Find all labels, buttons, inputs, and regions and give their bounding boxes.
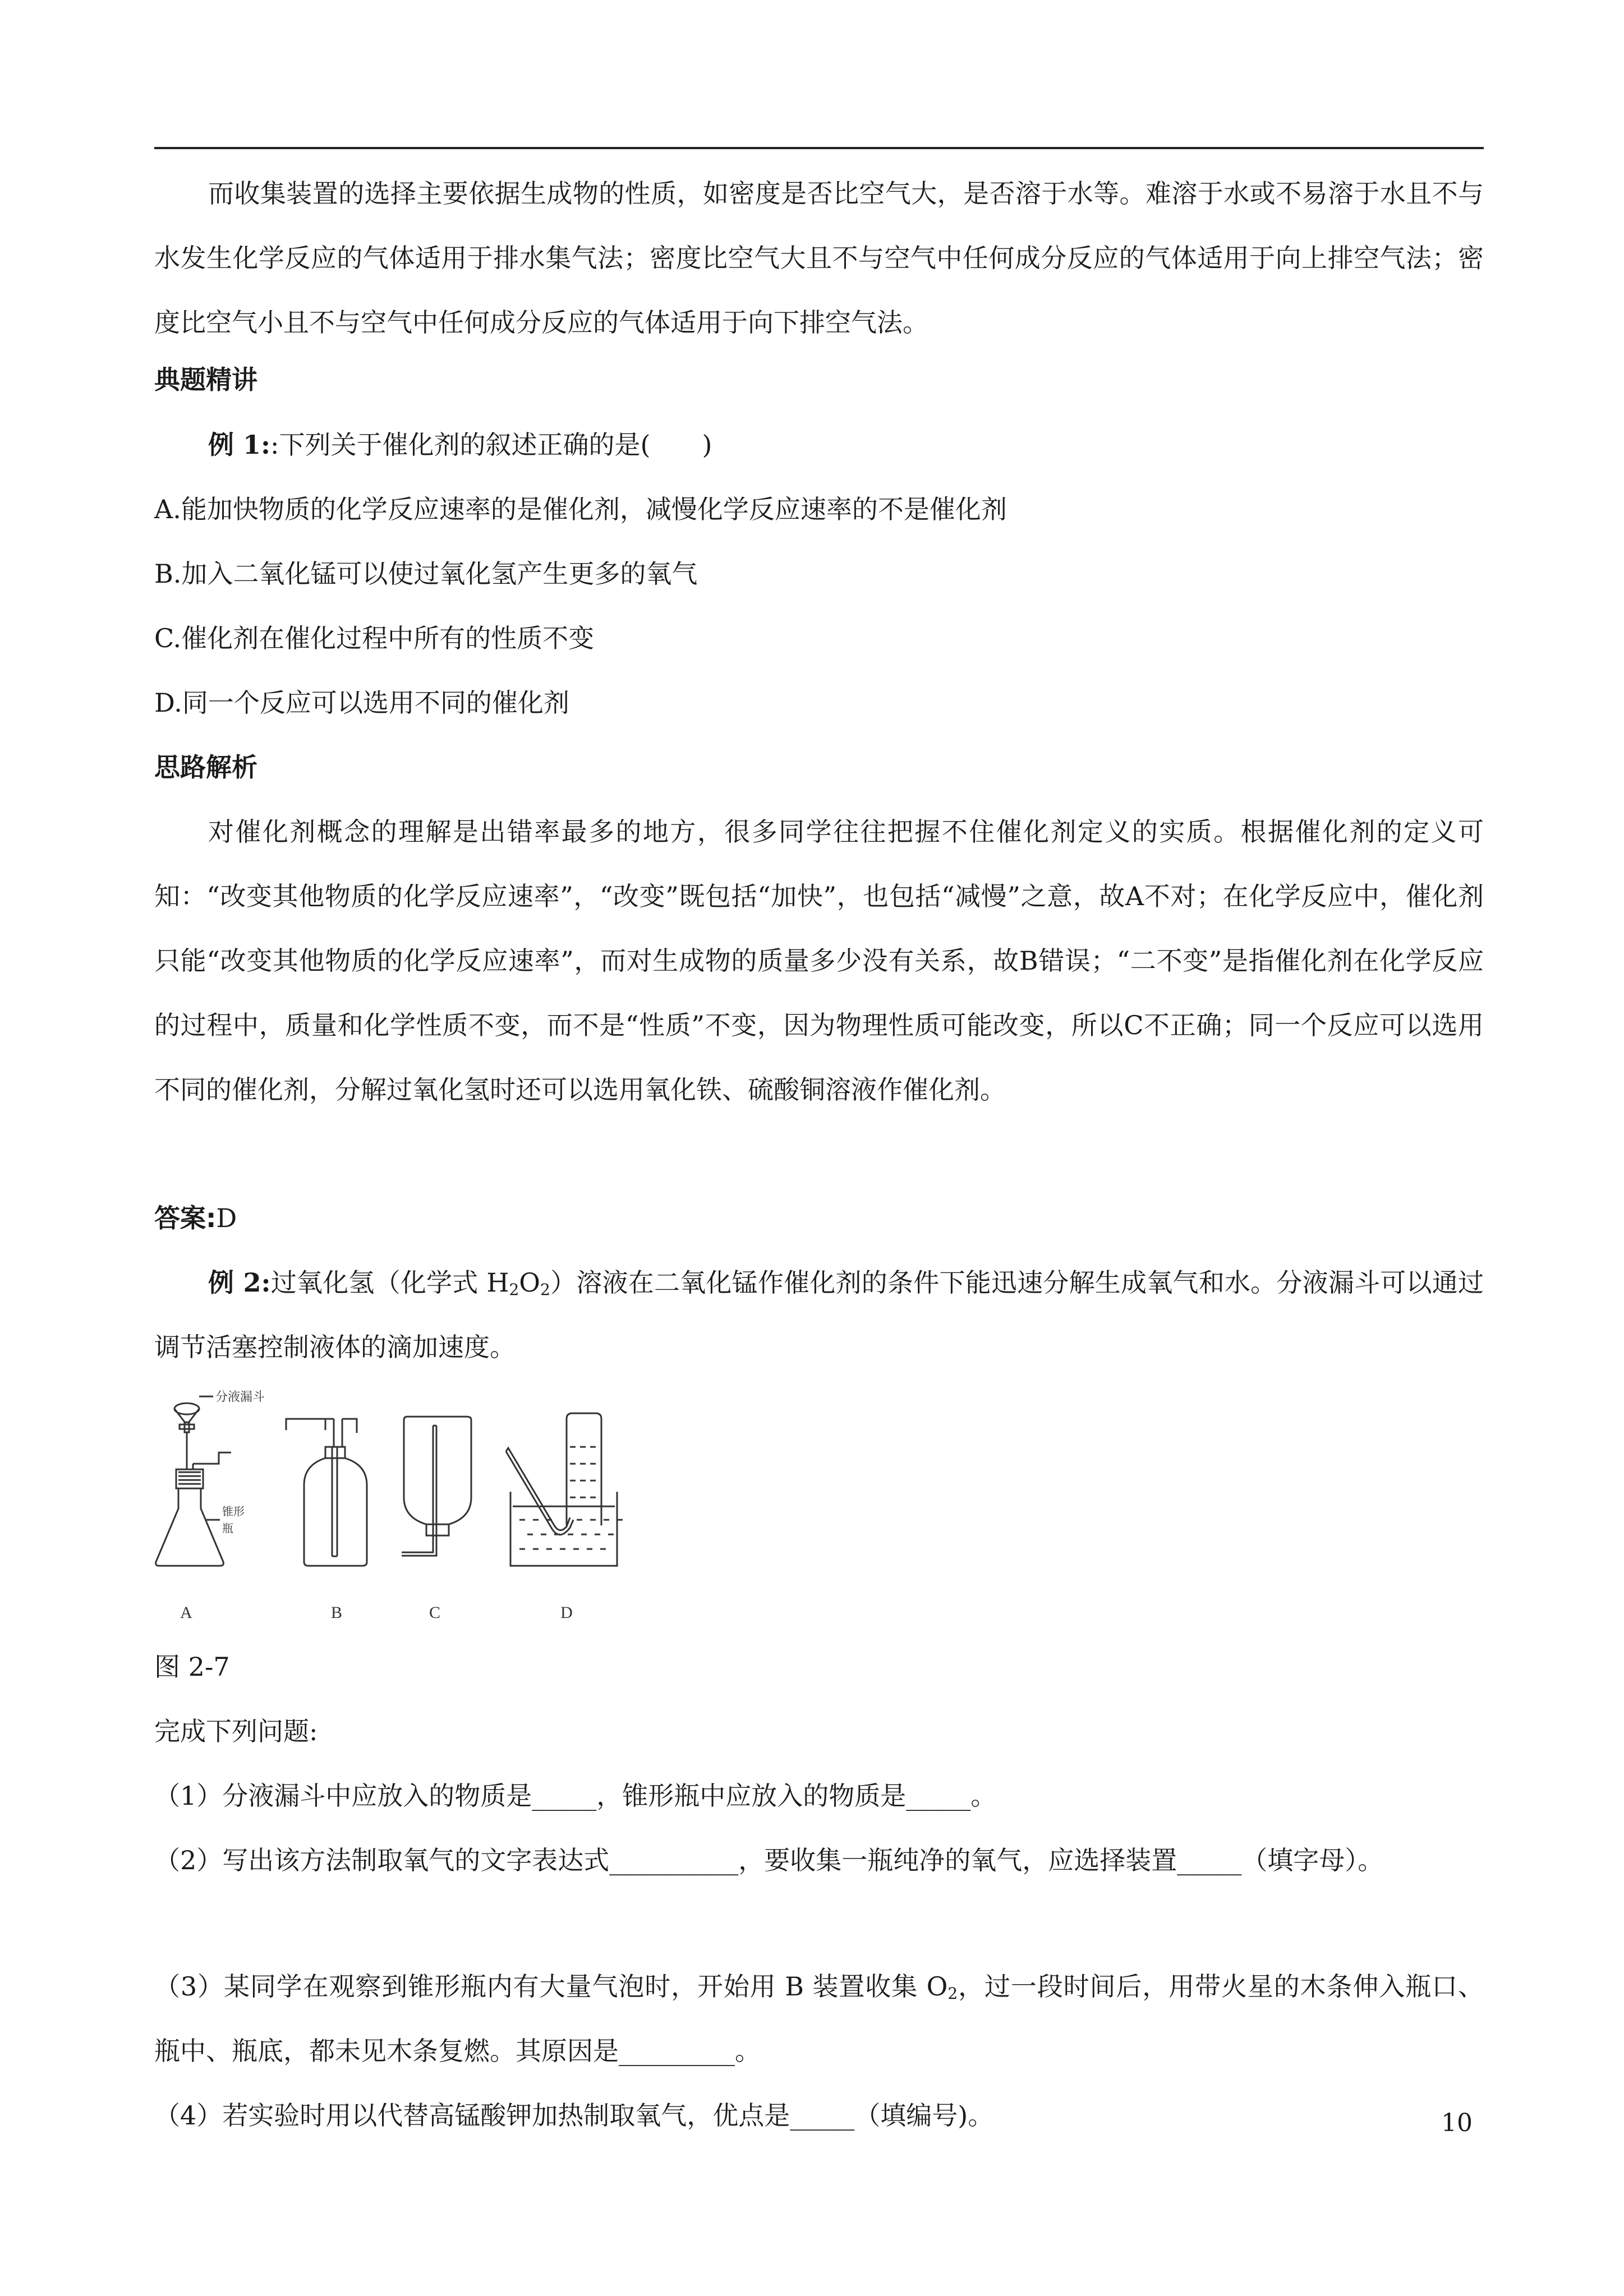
apparatus-c — [402, 1417, 471, 1622]
label-a: A — [180, 1603, 192, 1622]
header-rule — [154, 147, 1484, 149]
example-2-question: 例 2:过氧化氢（化学式 $H_2O_2$）溶液在二氧化锰作催化剂的条件下能迅速分解生成氧气和水。分液漏斗可以通过调节活塞控制液体的滴加速度。 — [154, 1267, 1484, 1362]
apparatus-d — [506, 1413, 623, 1622]
option-c: C.催化剂在催化过程中所有的性质不变 — [154, 623, 595, 653]
analysis-paragraph: 对催化剂概念的理解是出错率最多的地方，很多同学往往把握不住催化剂定义的实质。根据催化剂的定义可知：“改变其他物质的化学反应速率”，“改变”既包括“加快”，也包括“减慢”之意，故A不对；在化学反应中，催化剂只能“改变其他物质的化学反应速率”，而对生成物的质量多少没有关系，故B错误；“二不变”是指催化剂在化学反应的过程中，质量和化学性质不变，而不是“性质”不变，因为物理性质可能改变，所以C不正确；同一个反应可以选用不同的催化剂，分解过氧化氢时还可以选用氧化铁、硫酸铜溶液作催化剂。 — [154, 817, 1484, 1105]
page-number: 10 — [1441, 2109, 1473, 2137]
option-d: D.同一个反应可以选用不同的催化剂 — [154, 688, 569, 718]
apparatus-figure — [151, 1385, 802, 1632]
question-1: （1）分液漏斗中应放入的物质是_____，锥形瓶中应放入的物质是_____。 — [154, 1781, 997, 1811]
section-heading-examples: 典题精讲 — [154, 365, 257, 395]
answer-label: 答案: — [154, 1203, 217, 1233]
label-b: B — [330, 1603, 343, 1622]
figure-caption: 图 2-7 — [154, 1652, 230, 1682]
question-4: （4）若实验时用以代替高锰酸钾加热制取氧气，优点是_____（填编号)。 — [154, 2100, 994, 2131]
example-1-text: :下列关于催化剂的叙述正确的是( ) — [270, 430, 712, 460]
apparatus-a — [156, 1390, 265, 1622]
funnel-label: 分液漏斗 — [215, 1390, 265, 1404]
intro-paragraph: 而收集装置的选择主要依据生成物的性质，如密度是否比空气大，是否溶于水等。难溶于水或不易溶于水且不与水发生化学反应的气体适用于排水集气法；密度比空气大且不与空气中任何成分反应的气体适用于向上排空气法；密度比空气小且不与空气中任何成分反应的气体适用于向下排空气法。 — [154, 178, 1484, 338]
question-3: （3）某同学在观察到锥形瓶内有大量气泡时，开始用 B 装置收集 $O_2$，过一段时间后，用带火星的木条伸入瓶口、瓶中、瓶底，都未见木条复燃。其原因是_________。 — [154, 1971, 1484, 2066]
apparatus-b — [286, 1419, 367, 1622]
label-d: D — [560, 1603, 573, 1622]
label-c: C — [429, 1603, 441, 1622]
option-a: A.能加快物质的化学反应速率的是催化剂，减慢化学反应速率的不是催化剂 — [154, 494, 1007, 524]
flask-label-line1: 锥形 — [222, 1505, 245, 1518]
section-heading-analysis: 思路解析 — [154, 752, 257, 782]
example-1-question — [154, 413, 1484, 477]
option-b: B.加入二氧化锰可以使过氧化氢产生更多的氧气 — [154, 559, 698, 589]
example-1-label: 例 1: — [208, 430, 271, 460]
question-2: （2）写出该方法制取氧气的文字表达式__________，要收集一瓶纯净的氧气，应选择装置_____（填字母）。 — [154, 1845, 1384, 1875]
example-2-label: 例 2: — [208, 1267, 271, 1298]
answer-value: D — [216, 1203, 237, 1233]
flask-label-line2: 瓶 — [222, 1522, 233, 1535]
answer-line — [154, 1186, 1484, 1251]
instruction: 完成下列问题: — [154, 1716, 318, 1746]
